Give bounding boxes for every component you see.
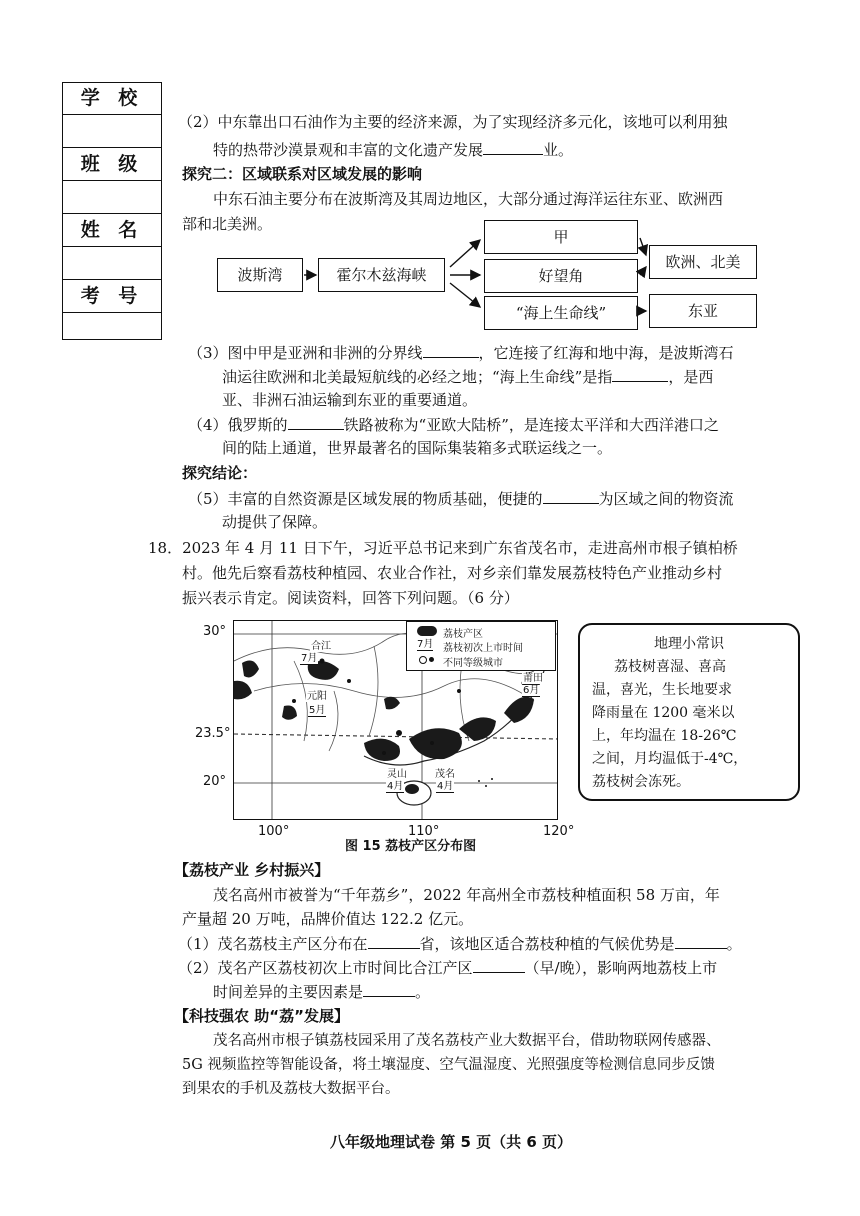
tropic-of-cancer xyxy=(234,734,558,739)
label-putian: 莆田 xyxy=(523,673,543,684)
answer-blank[interactable] xyxy=(612,364,668,382)
section1-line2: 产量超 20 万吨，品牌价值达 122.2 亿元。 xyxy=(182,910,474,928)
tip-line5: 之间，月均温低于-4℃， xyxy=(592,751,748,767)
answer-blank[interactable] xyxy=(423,340,479,358)
flow-lifeline: “海上生命线” xyxy=(484,296,638,330)
conclusion-title: 探究结论： xyxy=(182,464,258,482)
page-footer: 八年级地理试卷 第 5 页（共 6 页） xyxy=(330,1133,572,1151)
section1-line1: 茂名高州市被誉为“千年荔乡”，2022 年高州全市荔枝种植面积 58 万亩，年 xyxy=(213,886,720,904)
q17-p4-line1: （4）俄罗斯的 铁路被称为“亚欧大陆桥”，是连接太平洋和大西洋港口之 xyxy=(188,412,719,437)
island-dot xyxy=(485,785,487,787)
flow-europe-na: 欧洲、北美 xyxy=(649,245,757,279)
q17-intro-line1: 中东石油主要分布在波斯湾及其周边地区，大部分通过海洋运往东亚、欧洲西 xyxy=(213,190,724,208)
answer-blank[interactable] xyxy=(483,137,543,155)
lychee-area-maoming xyxy=(409,728,462,759)
q17-p2-line2: 特的热带沙漠景观和丰富的文化遗产发展 业。 xyxy=(213,137,573,162)
lat-20-label: 20° xyxy=(203,774,227,789)
q17-intro-line2: 部和北美洲。 xyxy=(182,215,273,233)
legend-time-label: 荔枝初次上市时间 xyxy=(443,643,523,654)
tip-line4: 上，年均温在 18-26℃ xyxy=(592,728,737,744)
legend-area-swatch xyxy=(417,626,437,636)
figure-caption: 图 15 荔枝产区分布图 xyxy=(345,839,477,854)
label-yuanyang: 元阳 xyxy=(307,691,327,702)
city-marker xyxy=(320,659,325,664)
q17-p4-line2: 间的陆上通道，世界最著名的国际集装箱多式联运线之一。 xyxy=(222,439,613,457)
name-field[interactable] xyxy=(63,247,161,280)
city-marker xyxy=(396,730,402,736)
section2-title: 【科技强农 助“荔”发展】 xyxy=(174,1007,349,1025)
lat-23-5-label: 23.5° xyxy=(195,726,231,741)
tip-title: 地理小常识 xyxy=(654,636,724,652)
q18-line3: 振兴表示肯定。阅读资料，回答下列问题。（6 分） xyxy=(182,589,519,607)
tip-line2: 温，喜光，生长地要求 xyxy=(592,682,732,698)
lychee-area-yuanyang xyxy=(282,705,297,719)
lon-100-label: 100° xyxy=(258,824,290,839)
map-legend xyxy=(406,621,556,671)
q17-p5-line2: 动提供了保障。 xyxy=(222,513,328,531)
legend-area-label: 荔枝产区 xyxy=(443,629,483,640)
q17-p5-line1: （5）丰富的自然资源是区域发展的物质基础，便捷的 为区域之间的物资流 xyxy=(188,486,734,511)
label-lingshan: 灵山 xyxy=(387,769,407,780)
flow-arrows xyxy=(200,215,780,335)
flow-jia: 甲 xyxy=(484,220,638,254)
city-marker xyxy=(430,741,434,745)
student-info-table xyxy=(62,82,162,340)
lon-110-label: 110° xyxy=(408,824,440,839)
answer-blank[interactable] xyxy=(473,955,525,973)
lon-120-label: 120° xyxy=(543,824,575,839)
lychee-map xyxy=(233,620,558,820)
lychee-area-west xyxy=(242,661,259,678)
q18-line2: 村。他先后察看荔枝种植园、农业合作社，对乡亲们靠发展荔枝特色产业推动乡村 xyxy=(182,564,723,582)
section1-title: 【荔枝产业 乡村振兴】 xyxy=(174,861,330,879)
q18-q1: （1）茂名荔枝主产区分布在 省，该地区适合荔枝种植的气候优势是 。 xyxy=(178,931,742,956)
label-lingshan-month: 4月 xyxy=(387,781,404,792)
q18-q2-line2: 时间差异的主要因素是 。 xyxy=(213,979,430,1004)
tip-line6: 荔枝树会冻死。 xyxy=(592,774,690,790)
section2-line2: 5G 视频监控等智能设备，将土壤湿度、空气温湿度、光照强度等检测信息同步反馈 xyxy=(182,1057,715,1073)
legend-month-sample: 7月 xyxy=(417,639,434,650)
school-label: 学 校 xyxy=(63,83,161,115)
lat-30-label: 30° xyxy=(203,624,227,639)
flow-hormuz: 霍尔木兹海峡 xyxy=(318,258,445,292)
label-hejiang-month: 7月 xyxy=(301,653,318,664)
flow-persian-gulf: 波斯湾 xyxy=(217,258,303,292)
lychee-area-guangxi xyxy=(384,697,400,710)
lychee-area-lingshan xyxy=(364,739,400,761)
lychee-area-hainan xyxy=(405,784,419,794)
label-putian-month: 6月 xyxy=(523,685,540,696)
section2-line3: 到果农的手机及荔枝大数据平台。 xyxy=(182,1081,400,1097)
q18-line1: 18．2023 年 4 月 11 日下午，习近平总书记来到广东省茂名市，走进高州市根子镇柏桥 xyxy=(148,539,738,557)
exam-number-field[interactable] xyxy=(63,313,161,346)
city-marker xyxy=(347,679,351,683)
section2-line1: 茂名高州市根子镇荔枝园采用了茂名荔枝产业大数据平台，借助物联网传感器、 xyxy=(213,1033,721,1049)
tip-line1: 荔枝树喜湿、喜高 xyxy=(614,659,726,675)
island-dot xyxy=(478,780,480,782)
class-label: 班 级 xyxy=(63,148,161,181)
legend-city-swatch xyxy=(429,657,434,662)
answer-blank[interactable] xyxy=(675,931,727,949)
label-maoming: 茂名 xyxy=(435,769,455,780)
flow-east-asia: 东亚 xyxy=(649,294,757,328)
answer-blank[interactable] xyxy=(288,412,344,430)
q17-p3-line3: 亚、非洲石油运输到东亚的重要通道。 xyxy=(222,391,478,409)
q17-p3-line2: 油运往欧洲和北美最短航线的必经之地；“海上生命线”是指 ，是西 xyxy=(222,364,713,389)
answer-blank[interactable] xyxy=(368,931,420,949)
tip-line3: 降雨量在 1200 毫米以 xyxy=(592,705,735,721)
lychee-area-putian xyxy=(504,697,534,723)
class-field[interactable] xyxy=(63,181,161,214)
province-boundary xyxy=(329,691,338,751)
inquiry2-title: 探究二：区域联系对区域发展的影响 xyxy=(182,165,423,183)
exam-number-label: 考 号 xyxy=(63,280,161,313)
q17-p3-line1: （3）图中甲是亚洲和非洲的分界线 ，它连接了红海和地中海，是波斯湾石 xyxy=(188,340,734,365)
q17-p2-line1: （2）中东靠出口石油作为主要的经济来源，为了实现经济多元化，该地可以利用独 xyxy=(178,113,728,131)
province-boundary xyxy=(369,646,378,736)
label-maoming-month: 4月 xyxy=(437,781,454,792)
answer-blank[interactable] xyxy=(363,979,415,997)
legend-city-label: 不同等级城市 xyxy=(443,658,503,669)
lychee-area-west xyxy=(234,681,252,700)
name-label: 姓 名 xyxy=(63,214,161,247)
q18-q2-line1: （2）茂名产区荔枝初次上市时间比合江产区 （早/晚），影响两地荔枝上市 xyxy=(178,955,717,980)
city-marker xyxy=(382,751,386,755)
legend-city-swatch xyxy=(419,656,427,664)
answer-blank[interactable] xyxy=(543,486,599,504)
city-marker xyxy=(292,699,296,703)
geography-tip-box xyxy=(578,623,800,801)
school-field[interactable] xyxy=(63,115,161,148)
island-dot xyxy=(491,778,493,780)
label-hejiang: 合江 xyxy=(311,641,331,652)
label-yuanyang-month: 5月 xyxy=(309,705,326,716)
flow-good-hope: 好望角 xyxy=(484,259,638,293)
city-marker xyxy=(457,689,461,693)
